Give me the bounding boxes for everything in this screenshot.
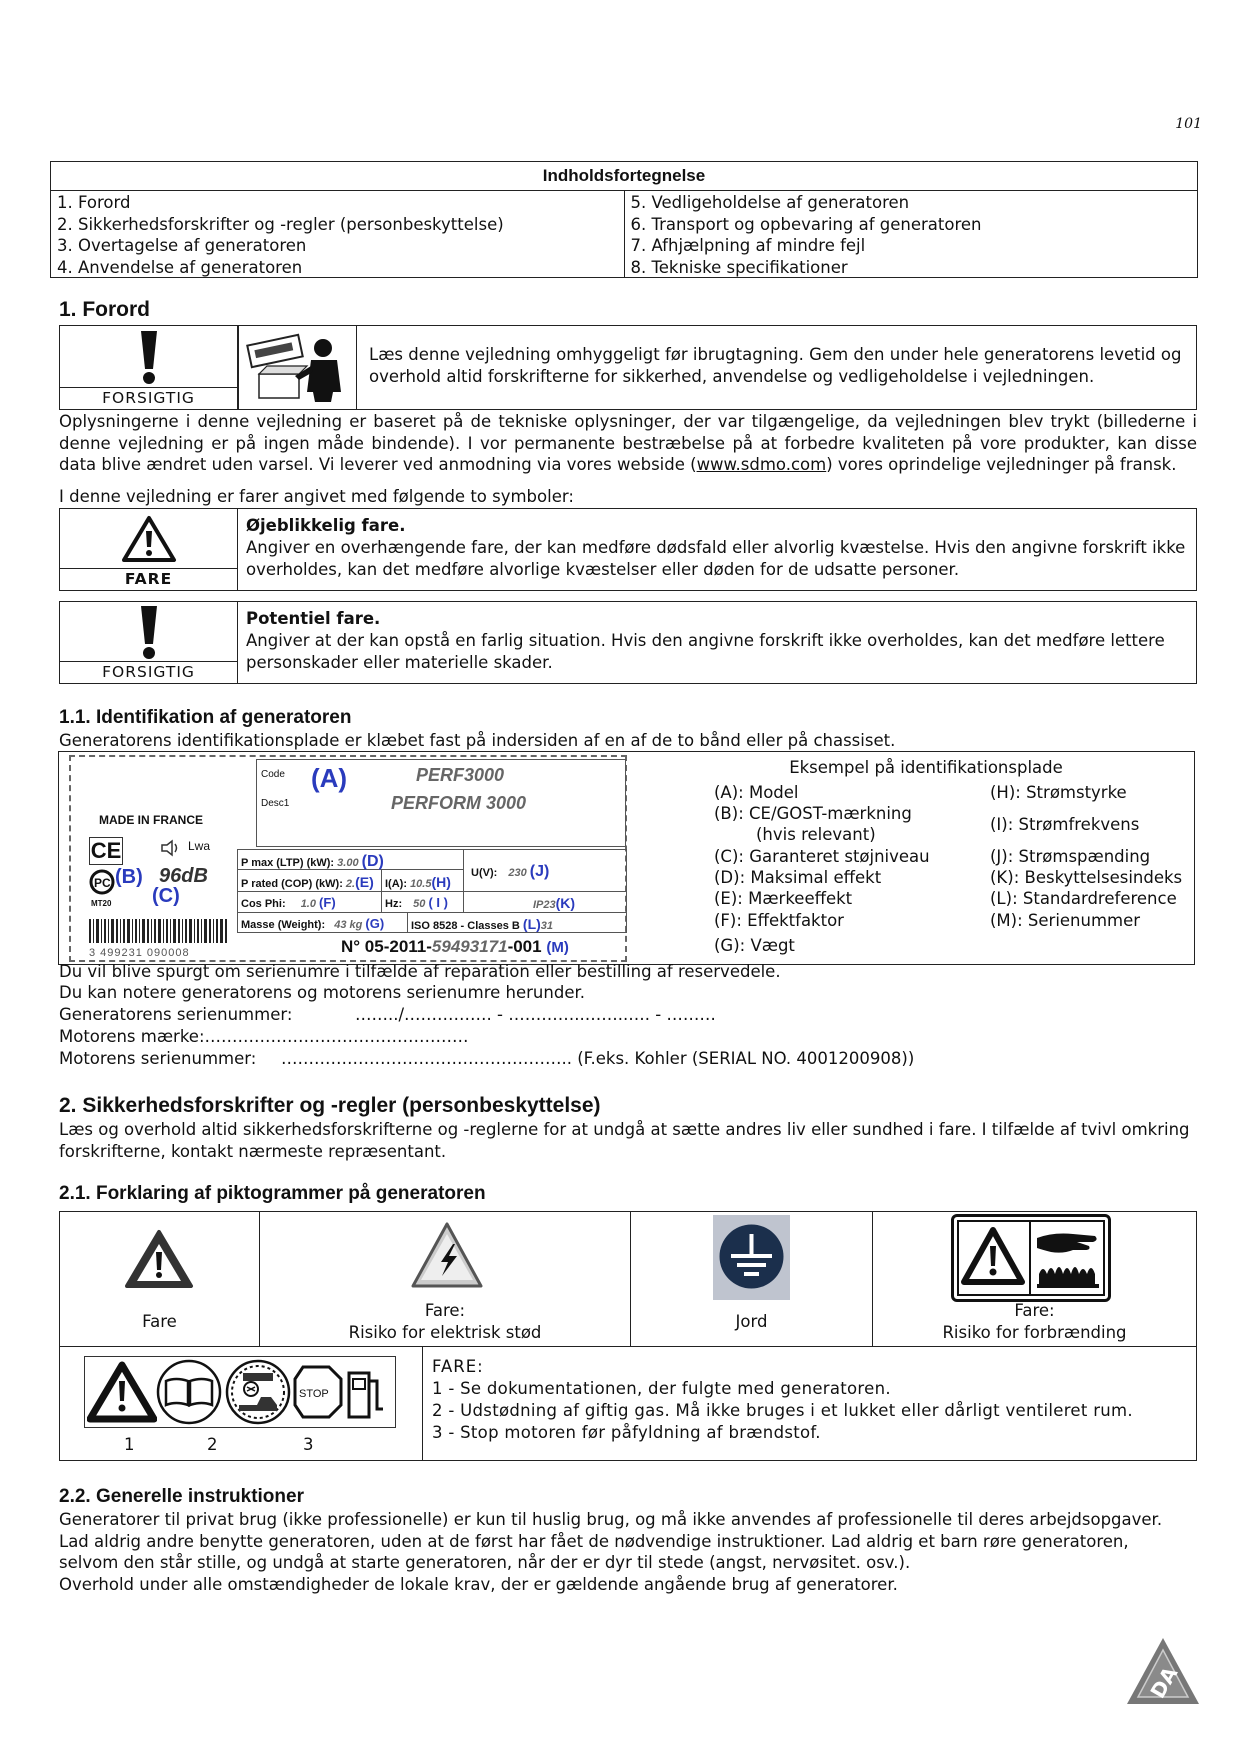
toc-item[interactable]: 5. Vedligeholdelse af generatoren — [630, 193, 910, 212]
marker-j: (J) — [529, 863, 550, 880]
safety-intro: Læs og overhold altid sikkerhedsforskrifterne og -reglerne for at undgå at sætte andres liv eller sundhed i fare. I tilfælde af tvivl omkring forskrifterne, kontakt nærmeste repræsentant. — [59, 1120, 1190, 1161]
pictogram-cell-burn: Fare: Risiko for forbrænding — [873, 1212, 1196, 1346]
toc-title: Indholdsfortegnelse — [51, 162, 1197, 191]
generator-serial-field[interactable]: ……../……………. - …………..……..…. - ……… — [355, 1005, 716, 1024]
caution-symbol-cell — [59, 325, 238, 410]
exclamation-icon — [138, 329, 160, 385]
marker-e: (E) — [355, 874, 374, 890]
danger-text: Angiver en overhængende fare, der kan medføre dødsfald eller alvorlig kvæstelse. Hvis den angivne forskrift ikke overholdes, kan det medføre alvorlige kvæstelser eller døden for de udsatte personer. — [246, 538, 1186, 579]
pictogram-cell-fare: Fare — [60, 1212, 259, 1346]
read-manual-box — [59, 325, 1197, 410]
caution-box — [59, 601, 1197, 684]
marker-f: (F) — [319, 895, 336, 910]
general-instructions: Generatorer til privat brug (ikke professionelle) er kun til huslig brug, og må ikke anvendes af professionelle til deres arbejdsopgaver. Lad aldrig andre benytte generatoren, uden at de først har fået de nødvendige instruktioner. Lad aldrig et barn røre generatoren, selvom den står stille, og undgå at starte generatoren, når der er dyr til stede (angst, nervøsitet. osv.). Overhold under alle omstændigheder de lokale krav, der er gældende angående brug af generatorer. — [59, 1510, 1163, 1594]
table-of-contents — [50, 161, 1198, 278]
page-number: 101 — [1175, 116, 1202, 132]
caution-symbol-cell-2 — [59, 601, 238, 684]
marker-k: (K) — [555, 895, 576, 911]
read-manual-text: Læs denne vejledning omhyggeligt før ibrugtagning. Gem den under hele generatorens levetid og overhold altid forskrifterne for sikkerhed, anvendelse og vedligeholdelse i vejledningen. — [369, 345, 1182, 386]
toc-item[interactable]: 2. Sikkerhedsforskrifter og -regler (personbeskyttelse) — [57, 214, 504, 234]
warning-triangle-icon — [87, 1361, 157, 1423]
pictogram-cell-earth: Jord — [631, 1212, 872, 1346]
toxic-gas-icon — [223, 1359, 293, 1425]
generator-serial-label: Generatorens serienummer: — [59, 1005, 293, 1024]
earth-ground-icon — [717, 1222, 786, 1291]
pictogram-table — [59, 1211, 1197, 1461]
toc-right-column — [624, 191, 1198, 277]
caution-title: Potentiel fare. — [246, 609, 381, 628]
marker-b: (B) — [115, 866, 143, 888]
danger-box — [59, 508, 1197, 591]
svg-text:STOP: STOP — [299, 1388, 329, 1400]
sound-icon — [159, 837, 181, 859]
section-title-generelle: 2.2. Generelle instruktioner — [59, 1486, 304, 1507]
person-reading-manual-icon — [245, 330, 350, 405]
combo-number-1: 1 — [124, 1435, 135, 1454]
svg-text:DA: DA — [1145, 1662, 1183, 1703]
combo-number-2: 2 — [207, 1435, 218, 1454]
section-title-identifikation: 1.1. Identifikation af generatoren — [59, 707, 352, 728]
combo-number-3: 3 — [303, 1435, 314, 1454]
exclamation-icon — [138, 604, 160, 660]
toc-item[interactable]: 4. Anvendelse af generatoren — [57, 257, 303, 277]
marker-l: (L) — [522, 916, 541, 932]
plate-legend-title: Eksempel på identifikationsplade — [789, 758, 1063, 777]
serial-note-1: Du vil blive spurgt om serienumre i tilfælde af reparation eller bestilling af reservedele. — [59, 962, 781, 981]
motor-brand-field[interactable]: ………………………………………… — [204, 1027, 469, 1046]
sdmo-website-link[interactable]: www.sdmo.com — [696, 455, 827, 474]
marker-d: (D) — [361, 853, 384, 870]
info-paragraph: Oplysningerne i denne vejledning er baseret på de tekniske oplysninger, der var tilgængelige, da vejledningen blev trykt (billederne i denne vejledning er på ingen måde bindende). I vor permanente bestræbelse på at forbedre kvaliteten på vore produkter, kan disse data blive ændret uden varsel. Vi leverer ved anmodning via vores webside (www.sdmo.com) vores oprindelige vejledninger på fransk. — [59, 412, 1197, 474]
read-manual-icon — [154, 1359, 224, 1425]
plate-legend: Eksempel på identifikationsplade (A): Model (B): CE/GOST-mærkning (hvis relevant) (C): Garanteret støjniveau (D): Maksimal effekt (E): Mærkeeffekt (F): Effektfaktor (G): Vægt (H): Strømstyrke (I): Strømfrekvens (J): Strømspænding (K): Beskyttelsesindeks (L): Standardreference (M): Serienummer — [657, 752, 1195, 964]
danger-label: FARE — [60, 568, 237, 590]
hot-surface-hand-icon — [1033, 1224, 1105, 1294]
barcode-icon — [89, 919, 229, 949]
read-manual-pictogram-cell — [238, 325, 357, 410]
identification-plate-example — [58, 751, 1195, 965]
electric-shock-icon — [409, 1220, 485, 1290]
pictogram-cell-combined — [60, 1347, 422, 1460]
pictogram-cell-electric-shock: Fare: Risiko for elektrisk stød — [260, 1212, 630, 1346]
made-in-france: MADE IN FRANCE — [99, 813, 203, 827]
sound-level-value: 96dB — [159, 865, 208, 887]
marker-h: (H) — [431, 874, 451, 890]
motor-brand-row: Motorens mærke:………………………………………… — [59, 1027, 469, 1046]
warning-triangle-icon — [124, 1228, 194, 1290]
toc-item[interactable]: 6. Transport og opbevaring af generatoren — [630, 214, 982, 234]
section-title-sikkerhed: 2. Sikkerhedsforskrifter og -regler (personbeskyttelse) — [59, 1094, 601, 1117]
stop-refuel-icon — [293, 1361, 393, 1423]
barcode-number: 3 499231 090008 — [89, 947, 190, 959]
marker-a: (A) — [311, 763, 348, 793]
motor-serial-field[interactable]: …………………………………………….. (F.eks. Kohler (SERIAL NO. 4001200908)) — [281, 1049, 915, 1068]
caution-text: Angiver at der kan opstå en farlig situation. Hvis den angivne forskrift ikke overholdes, kan det medføre lettere personskader eller materielle skader. — [246, 631, 1165, 672]
serial-note-2: Du kan notere generatorens og motorens serienumre herunder. — [59, 983, 585, 1002]
marker-i: ( I ) — [428, 895, 448, 910]
marker-g: (G) — [365, 916, 385, 931]
warning-triangle-icon — [961, 1226, 1025, 1288]
marker-m: (M) — [546, 939, 569, 956]
motor-serial-label: Motorens serienummer: — [59, 1049, 257, 1068]
marker-c: (C) — [152, 885, 180, 907]
warning-triangle-icon — [121, 515, 177, 563]
toc-item[interactable]: 3. Overtagelse af generatoren — [57, 236, 307, 255]
svg-text:PC: PC — [94, 876, 111, 890]
caution-label: FORSIGTIG — [60, 661, 237, 683]
toc-item[interactable]: 8. Tekniske specifikationer — [630, 257, 848, 277]
toc-item[interactable]: 7. Afhjælpning af mindre fejl — [630, 236, 866, 255]
identification-plate-image: Code (A) PERF3000 Desc1 PERFORM 3000 MADE IN FRANCE CE Lwa PC (B) 96dB (C) MT20 P max (LTP) (kW): 3.00 (D) P rated (COP) (kW): 2.(E) I(A): 10.5(H) U(V): 230 (J) Cos Phi: 1.0 (F) Hz: 50 ( I ) IP23(K) Masse (Weight): 43 kg (G) ISO 8528 - Classes B (L)31 N° 05-2011-59493171-001 (M) 3 499231 090008 — [69, 755, 627, 962]
language-corner-logo — [1124, 1634, 1202, 1708]
danger-symbol-cell — [59, 508, 238, 591]
section-title-forord: 1. Forord — [59, 298, 151, 321]
toc-left-column — [51, 191, 624, 277]
plate-serial-number: N° 05-2011-59493171-001 (M) — [341, 937, 569, 956]
section-title-piktogrammer: 2.1. Forklaring af piktogrammer på generatoren — [59, 1183, 486, 1204]
plate-intro: Generatorens identifikationsplade er klæbet fast på indersiden af en af de to bånd eller på chassiset. — [59, 731, 896, 750]
fare-explanation: FARE: 1 - Se dokumentationen, der fulgte med generatoren. 2 - Udstødning af giftig gas. Må ikke bruges i et lukket eller dårligt ventileret rum. 3 - Stop motoren før påfyldning af brændstof. — [432, 1357, 1133, 1442]
caution-label: FORSIGTIG — [60, 387, 237, 409]
ce-mark-icon: CE — [90, 838, 122, 863]
gost-mark-icon — [89, 869, 115, 895]
plate-description: PERFORM 3000 — [391, 793, 527, 813]
plate-code: PERF3000 — [416, 765, 505, 785]
toc-item[interactable]: 1. Forord — [57, 193, 131, 212]
symbols-intro: I denne vejledning er farer angivet med følgende to symboler: — [59, 487, 574, 506]
danger-title: Øjeblikkelig fare. — [246, 516, 406, 535]
